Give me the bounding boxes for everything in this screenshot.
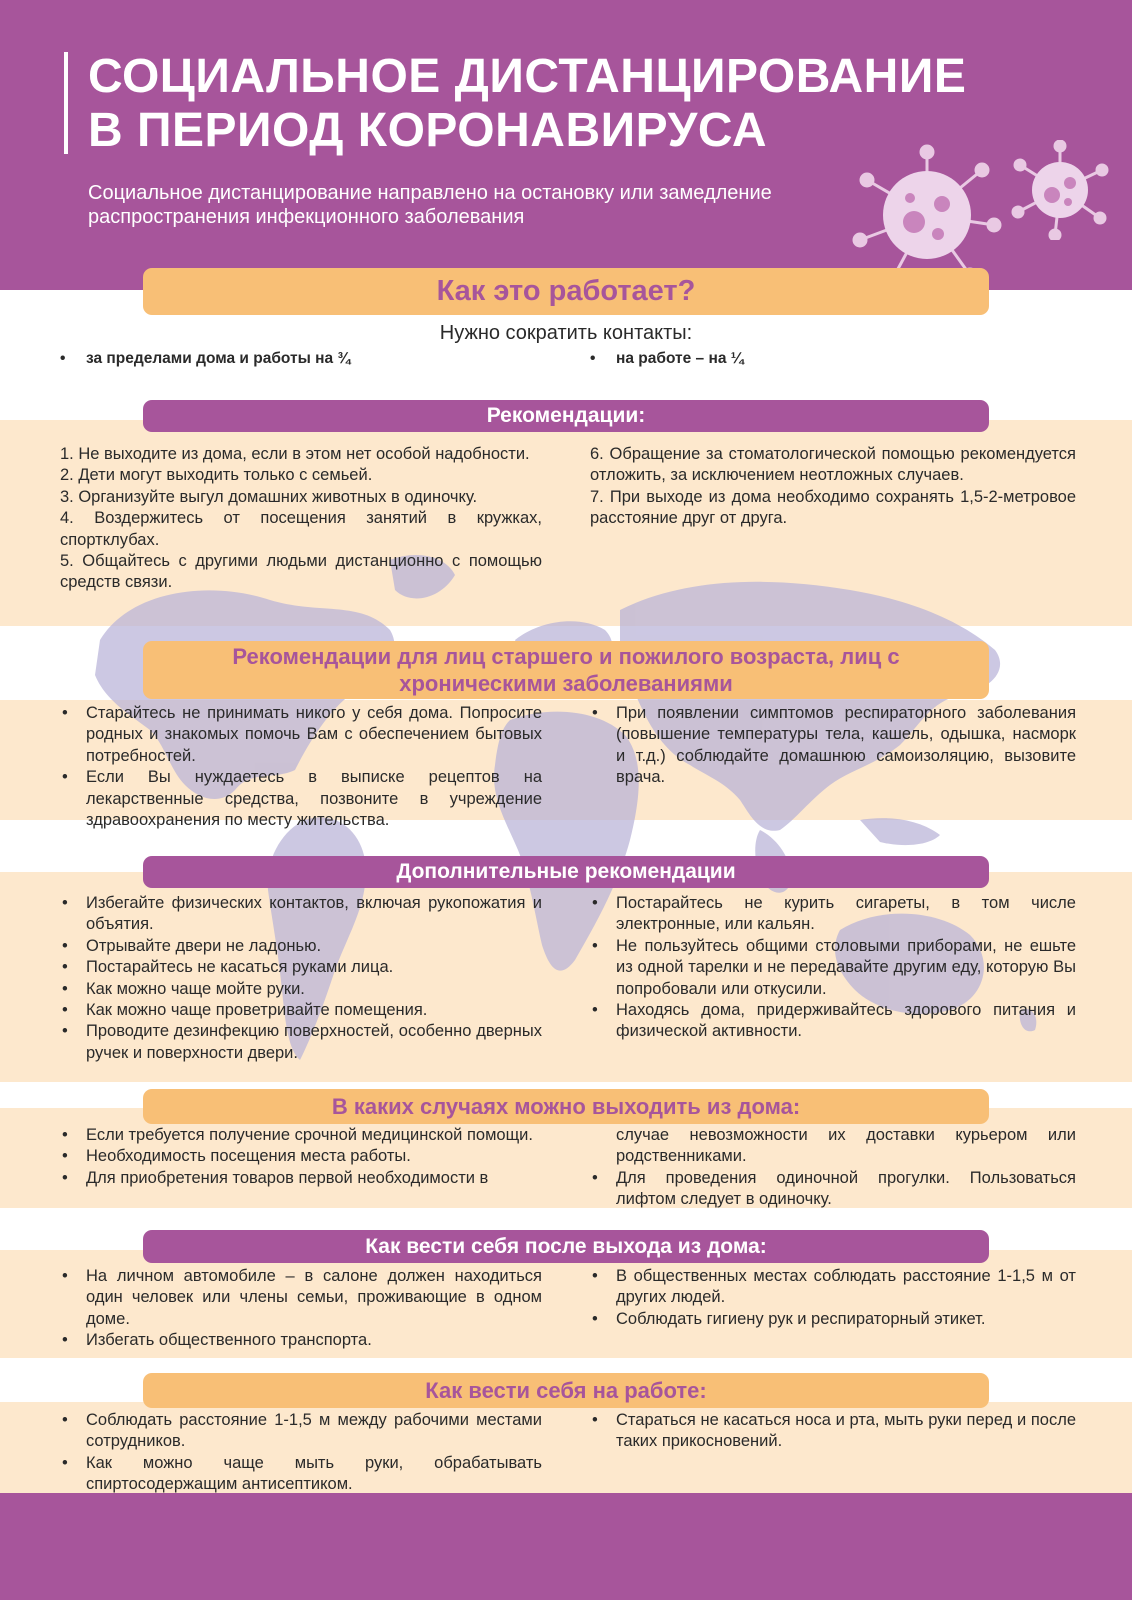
list-item: • Необходимость посещения места работы. xyxy=(60,1146,542,1167)
bullet-icon: • xyxy=(590,350,596,367)
contact-at-work: • на работе – на ¼ xyxy=(590,350,744,367)
footer-band xyxy=(0,1493,1132,1600)
list-item: • Избегать общественного транспорта. xyxy=(60,1330,542,1351)
going-out-right xyxy=(590,1125,1076,1211)
contacts-intro: Нужно сократить контакты: xyxy=(439,322,693,344)
list-item: • Как можно чаще мойте руки. xyxy=(60,979,542,1000)
additional-right xyxy=(590,893,1076,1043)
list-item: • Как можно чаще мыть руки, обрабатывать спиртосодержащим антисептиком. xyxy=(60,1453,542,1496)
heading-additional: Дополнительные рекомендации xyxy=(143,856,989,888)
list-item: • Для приобретения товаров первой необходимости в xyxy=(60,1168,542,1189)
page-title xyxy=(88,50,966,158)
heading-after-leaving: Как вести себя после выхода из дома: xyxy=(143,1230,989,1263)
list-item: • В общественных местах соблюдать расстояние 1-1,5 м от других людей. xyxy=(590,1266,1076,1309)
list-item: • Старайтесь не принимать никого у себя дома. Попросите родных и знакомых помочь Вам с обеспечением бытовых потребностей. xyxy=(60,703,542,767)
recommendation-item: 6. Обращение за стоматологической помощью рекомендуется отложить, за исключением неотложных случаев. xyxy=(590,445,1076,485)
list-item: • Отрывайте двери не ладонью. xyxy=(60,936,542,957)
title-line-2: В ПЕРИОД КОРОНАВИРУСА xyxy=(88,104,767,157)
list-item: • Соблюдать расстояние 1-1,5 м между рабочими местами сотрудников. xyxy=(60,1410,542,1453)
recommendations-left xyxy=(60,444,542,594)
bullet-icon: • xyxy=(60,350,66,367)
list-item-continuation: случае невозможности их доставки курьером или родственниками. xyxy=(616,1126,1076,1166)
heading-going-out: В каких случаях можно выходить из дома: xyxy=(143,1089,989,1124)
at-work-left xyxy=(60,1410,542,1496)
title-line-1: СОЦИАЛЬНОЕ ДИСТАНЦИРОВАНИЕ xyxy=(88,50,967,103)
list-item: • На личном автомобиле – в салоне должен находиться один человек или члены семьи, проживающие в одном доме. xyxy=(60,1266,542,1330)
list-item: • Постарайтесь не курить сигареты, в том числе электронные, или кальян. xyxy=(590,893,1076,936)
list-item: • Находясь дома, придерживайтесь здорового питания и физической активности. xyxy=(590,1000,1076,1043)
list-item: • При появлении симптомов респираторного заболевания (повышение температуры тела, кашель, одышка, насморк и т.д.) соблюдайте домашнюю самоизоляцию, вызовите врача. xyxy=(590,703,1076,789)
list-item: • Постарайтесь не касаться руками лица. xyxy=(60,957,542,978)
recommendation-item: 4. Воздержитесь от посещения занятий в кружках, спортклубах. xyxy=(60,509,542,549)
heading-elderly-line-1: Рекомендации для лиц старшего и пожилого возраста, лиц с xyxy=(232,644,900,669)
list-item: • Для проведения одиночной прогулки. Пользоваться лифтом следует в одиночку. xyxy=(590,1168,1076,1211)
additional-left xyxy=(60,893,542,1064)
page-subtitle: Социальное дистанцирование направлено на остановку или замедление распространения инфекционного заболевания xyxy=(88,182,772,228)
list-item: • Не пользуйтесь общими столовыми приборами, не ешьте из одной тарелки и не передавайте другим еду, которую Вы попробовали или откусили. xyxy=(590,936,1076,1000)
title-accent-bar xyxy=(64,52,68,154)
list-item: • Соблюдать гигиену рук и респираторный этикет. xyxy=(590,1309,1076,1330)
recommendation-item: 3. Организуйте выгул домашних животных в одиночку. xyxy=(60,487,478,506)
recommendations-right xyxy=(590,444,1076,530)
after-leaving-right xyxy=(590,1266,1076,1330)
after-leaving-left xyxy=(60,1266,542,1352)
recommendation-item: 7. При выходе из дома необходимо сохранять 1,5-2-метровое расстояние друг от друга. xyxy=(590,487,1076,528)
list-item: • Проводите дезинфекцию поверхностей, особенно дверных ручек и поверхности двери. xyxy=(60,1021,542,1064)
heading-how-it-works: Как это работает? xyxy=(143,268,989,315)
heading-elderly xyxy=(143,641,989,699)
virus-icon-small xyxy=(1010,140,1110,240)
recommendation-item: 1. Не выходите из дома, если в этом нет особой надобности. xyxy=(60,445,530,463)
list-item: • Если требуется получение срочной медицинской помощи. xyxy=(60,1125,542,1146)
list-item: • Избегайте физических контактов, включая рукопожатия и объятия. xyxy=(60,893,542,936)
at-work-right xyxy=(590,1410,1076,1453)
list-item: • Если Вы нуждаетесь в выписке рецептов на лекарственные средства, позвоните в учреждение здравоохранения по месту жительства. xyxy=(60,767,542,831)
heading-recommendations: Рекомендации: xyxy=(143,400,989,432)
contact-outside: • за пределами дома и работы на ¾ xyxy=(60,350,351,367)
elderly-left xyxy=(60,703,542,831)
recommendation-item: 5. Общайтесь с другими людьми дистанционно с помощью средств связи. xyxy=(60,552,542,592)
heading-elderly-line-2: хроническими заболеваниями xyxy=(399,671,733,696)
recommendation-item: 2. Дети могут выходить только с семьей. xyxy=(60,466,373,485)
list-item: • Стараться не касаться носа и рта, мыть руки перед и после таких прикосновений. xyxy=(590,1410,1076,1453)
elderly-right xyxy=(590,703,1076,789)
going-out-left xyxy=(60,1125,542,1189)
list-item: • Как можно чаще проветривайте помещения. xyxy=(60,1000,542,1021)
heading-at-work: Как вести себя на работе: xyxy=(143,1373,989,1408)
